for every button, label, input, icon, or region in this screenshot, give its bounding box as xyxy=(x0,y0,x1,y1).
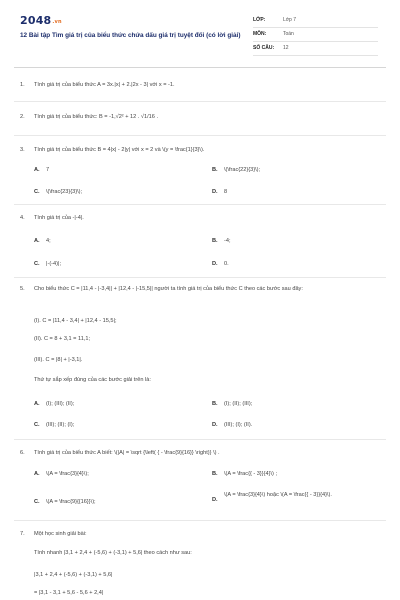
option-text: |-(-4)|; xyxy=(46,261,62,267)
meta-key: MÔN: xyxy=(253,31,267,38)
option-b[interactable] xyxy=(212,401,252,409)
meta-row-count xyxy=(253,42,378,56)
solution-step: (I). C = |11,4 - 3,4| + |12,4 - 15,5|; xyxy=(34,318,117,324)
question-text: Tính giá trị của biểu thức B = 4|x| - 2|y| với x = 2 và \(y = \frac{1}{3}\). xyxy=(34,147,205,153)
question-number: 4. xyxy=(20,215,25,221)
question-number: 6. xyxy=(20,450,25,456)
option-d[interactable] xyxy=(212,492,374,505)
option-letter: B. xyxy=(212,238,218,244)
option-text: 0. xyxy=(224,261,229,267)
option-text: \(A = \frac{{ - 3}}{4}\) ; xyxy=(224,471,278,477)
question-text: Tính giá trị của biểu thức A = 3x.|x| + 2.|2x - 3| với x = -1. xyxy=(34,82,175,88)
header-divider xyxy=(14,67,386,68)
question-number: 5. xyxy=(20,286,25,292)
question-divider xyxy=(14,520,386,521)
option-a[interactable] xyxy=(34,401,74,409)
document-title: 12 Bài tập Tìm giá trị của biểu thức chứa dấu giá trị tuyệt đối (có lời giải) xyxy=(20,32,241,39)
option-b[interactable] xyxy=(212,167,260,175)
option-letter: A. xyxy=(34,471,40,477)
solution-step: |3,1 + 2,4 + (-5,6) + (-3,1) + 5,6| xyxy=(34,572,113,578)
option-letter: C. xyxy=(34,189,40,195)
solution-step: (III). C = |8| + |-3,1|. xyxy=(34,357,83,363)
question-divider xyxy=(14,277,386,278)
question-text: Tính giá trị của biểu thức: B = -1,√2² + 12 . √1/16 . xyxy=(34,114,158,120)
question-number: 3. xyxy=(20,147,25,153)
option-letter: D. xyxy=(212,497,218,503)
option-letter: B. xyxy=(212,471,218,477)
option-d[interactable] xyxy=(212,261,229,269)
option-a[interactable] xyxy=(34,238,51,246)
document-meta-table xyxy=(253,14,378,56)
option-letter: D. xyxy=(212,261,218,267)
question-number: 1. xyxy=(20,82,25,88)
question-number: 2. xyxy=(20,114,25,120)
question-text: Cho biểu thức C = |11,4 - |-3,4|| + |12,4 - |-15,5|| người ta tính giá trị của biểu thức C theo các bước sau đây: xyxy=(34,286,303,292)
option-letter: D. xyxy=(212,422,218,428)
option-text: (I); (II); (III); xyxy=(224,401,253,407)
option-c[interactable] xyxy=(34,422,74,430)
option-text: \(\frac{23}{3}\); xyxy=(46,189,83,195)
option-d[interactable] xyxy=(212,189,227,197)
question-divider xyxy=(14,135,386,136)
option-letter: A. xyxy=(34,238,40,244)
option-c[interactable] xyxy=(34,499,96,507)
option-text: \(A = \frac{9}{{16}}\); xyxy=(46,499,96,505)
option-a[interactable] xyxy=(34,167,49,175)
question-divider xyxy=(14,439,386,440)
option-text: 7 xyxy=(46,167,50,173)
option-text: 8 xyxy=(224,189,228,195)
question-text: Một học sinh giải bài: xyxy=(34,531,87,537)
instruction-text: Thứ tự sắp xếp đúng của các bước giải trên là: xyxy=(34,377,151,383)
option-c[interactable] xyxy=(34,189,82,197)
meta-value: Lớp 7 xyxy=(283,17,297,24)
option-text: \(A = \frac{3}{4}\) hoặc \(A = \frac{{ - 3}}{4}\). xyxy=(224,492,332,498)
option-letter: A. xyxy=(34,401,40,407)
option-text: (III); (I); (II). xyxy=(224,422,253,428)
logo-main: 2048 xyxy=(20,14,52,27)
meta-value: Toán xyxy=(283,31,294,38)
question-number: 7. xyxy=(20,531,25,537)
solution-step: Tính nhanh |3,1 + 2,4 + (-5,6) + (-3,1) + 5,6| theo cách như sau: xyxy=(34,550,192,556)
meta-value: 12 xyxy=(283,45,289,52)
meta-row-subject xyxy=(253,28,378,42)
option-a[interactable] xyxy=(34,471,89,479)
option-letter: C. xyxy=(34,261,40,267)
solution-step: = |3,1 - 3,1 + 5,6 - 5,6 + 2,4| xyxy=(34,590,104,596)
option-b[interactable] xyxy=(212,471,277,479)
meta-row-class xyxy=(253,14,378,28)
question-divider xyxy=(14,101,386,102)
option-text: (III); (II); (I); xyxy=(46,422,75,428)
meta-key: LỚP: xyxy=(253,17,266,24)
option-text: -4; xyxy=(224,238,231,244)
option-c[interactable] xyxy=(34,261,61,269)
option-d[interactable] xyxy=(212,422,252,430)
question-text: Tính giá trị của biểu thức A biết: \(|A| = \sqrt {\left( { - \frac{9}{16}} \right)} \) . xyxy=(34,450,220,456)
site-logo[interactable] xyxy=(20,14,62,29)
option-text: 4; xyxy=(46,238,51,244)
option-text: \(A = \frac{3}{4}\); xyxy=(46,471,89,477)
solution-step: (II). C = 8 + 3,1 = 11,1; xyxy=(34,336,91,342)
option-b[interactable] xyxy=(212,238,231,246)
option-letter: C. xyxy=(34,422,40,428)
option-text: (I); (III); (II); xyxy=(46,401,75,407)
logo-suffix: .vn xyxy=(52,19,62,25)
option-letter: B. xyxy=(212,167,218,173)
option-letter: A. xyxy=(34,167,40,173)
option-text: \(\frac{22}{3}\); xyxy=(224,167,261,173)
option-letter: C. xyxy=(34,499,40,505)
question-divider xyxy=(14,204,386,205)
option-letter: D. xyxy=(212,189,218,195)
question-text: Tính giá trị của -|-4|. xyxy=(34,215,84,221)
option-letter: B. xyxy=(212,401,218,407)
meta-key: SỐ CÂU: xyxy=(253,45,275,52)
